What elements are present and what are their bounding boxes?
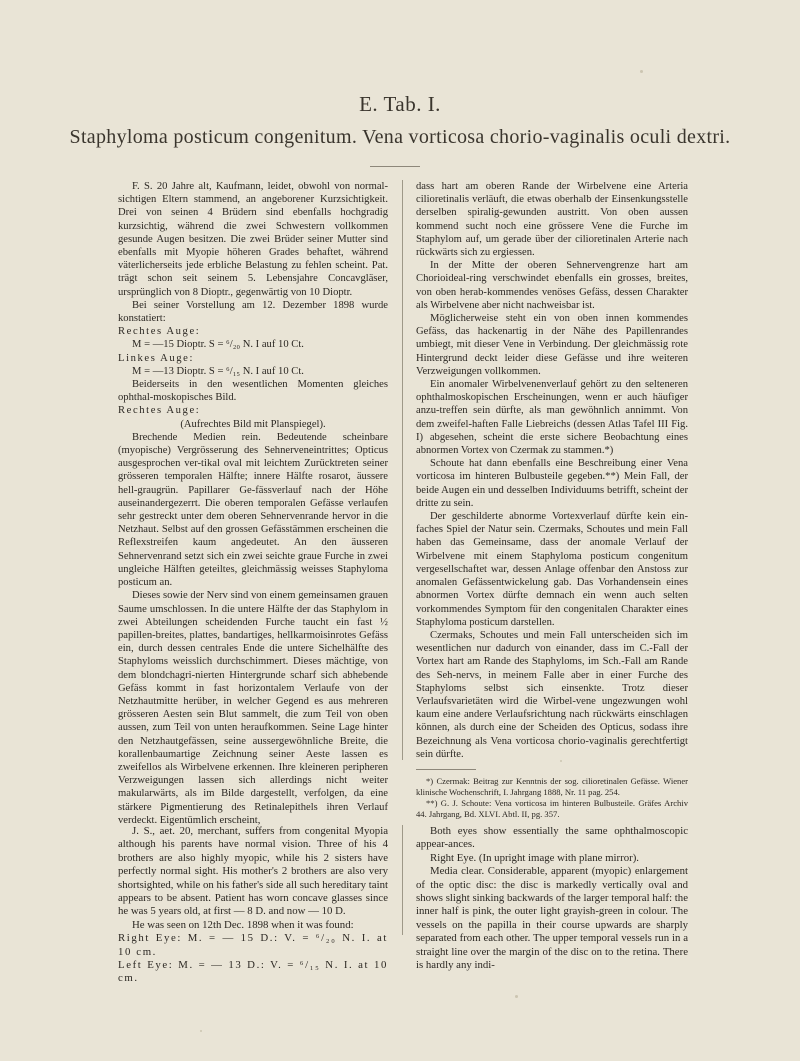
paragraph: (Aufrechtes Bild mit Planspiegel). [180,418,326,430]
column-divider [402,180,403,760]
paragraph: Media clear. Considerable, apparent (myopic) enlargement of the optic disc: the disc is markedly vertically oval and shows slight sinking backwards of the larger temporal half: the inner half is pink, the outer light grayish-green in colour. The vessels on the papilla in their course upwards are sharply separated from each other. The upper temporal vessels run in a straight line over the margin of the disc on to the retina. There is hardly any indi- [416,865,688,972]
paragraph: F. S. 20 Jahre alt, Kaufmann, leidet, obwohl von normal-sichtigen Eltern stammend, an angeborener Kurzsichtigkeit. Drei von seinen 4 Brüdern sind ebenfalls hochgradig kurzsichtig, während die zwei Schwestern vollkommen gesunde Augen besitzen. Die zwei Brüder seiner Mutter sind ebenfalls mit Myopie höheren Grades behaftet, während väterlicherseits jede erbliche Belastung zu fehlen scheint. Pat. trägt schon seit seinem 5. Lebensjahre Concavgläser, ursprünglich von 8 Dioptr., gegenwärtig von 10 Dioptr. [118,181,388,298]
paragraph: Right Eye: M. = — 15 D.: V. = ⁶/₂₀ N. I. at 10 cm. [118,932,388,958]
german-right-paragraphs [416,180,688,761]
paragraph: Both eyes show essentially the same ophthalmoscopic appear-ances. [416,825,688,851]
paragraph: Rechtes Auge: [118,405,201,417]
foxing-spot [640,70,643,73]
footnote-1: *) Czermak: Beitrag zur Kenntnis der sog. cilioretinalen Gefässe. Wiener klinische Wochenschrift, I. Jahrgang 1888, Nr. 11 pag. 254. [416,775,688,797]
title-rule [370,166,420,167]
paragraph: Czermaks, Schoutes und mein Fall unterscheiden sich im wesentlichen nur dadurch von einander, dass im C.-Fall der Vortex hart am Rande des Staphyloms, im Sch.-Fall am Rande des Seh-nervs, in meinem Falle aber in einer Furche des Staphyloms selbst sich einsenkte. Trotz dieser Verlaufsvarietäten wird die Wirbel-vene ungezwungen wohl kaum eine andere Verlaufsrichtung nach rückwärts einschlagen können, als durch eine der Scheiden des Opticus, sodass ihre Bezeichnung als Vena vorticosa chorio-vaginalis gerechtfertigt sein dürfte. [416,629,688,760]
paragraph: Dieses sowie der Nerv sind von einem gemeinsamen grauen Saume umschlossen. In die untere Hälfte der das Staphylom in zwei Abteilungen scheidenden Furche taucht ein fast ½ papillen-breites, plattes, bandartiges, hellkarmoisinrotes Gefäss ein, durch dessen centrales Ende die untere Sichelhälfte des Staphyloms weisslich durchschimmert. Dieses mächtige, von dem blondchagri-nierten Hintergrunde scharf sich abhebende Gefäss kommt in fast horizontalem Verlaufe von der Netzhautmitte herüber, in welcher Gegend es aus mehreren grösseren Aesten sein Blut sammelt, die zum Teil von oben aussen, zum Teil von unten heraufkommen. Seine Lage hinter den Netzhautgefässen, seine aussergewöhnliche Breite, die korallenbaumartige Zeichnung seiner Aeste lassen es zweifellos als Wirbelvene erkennen. Ihre kleineren peripheren Verzweigungen lassen sich allerdings nicht weiter makularwärts, als im Bilde dargestellt, verfolgen, da eine stärkere Pigmentierung des Retinalepithels ihren Verlauf verdeckt. Eigentümlich erscheint, [118,590,388,826]
footnote-rule [416,769,476,770]
paragraph: Brechende Medien rein. Bedeutende scheinbare (myopische) Vergrösserung des Sehnerveneintrittes; Opticus ausgesprochen ver-tikal oval mit leichtem Zurücktreten seiner grösseren temporalen Hälfte; innere Hälfte rosarot, äussere hell-graugrün. Papillarer Ge-fässverlauf nach der Höhe auseinandergezerrt. Die oberen temporalen Gefässe verlaufen sehr gestreckt unter dem oberen Sehnervenrande hervor in die Netzhaut. Selbst auf den grossen Gefässtämmen erscheinen die Reflexstreifen kaum angedeutet. An den äusseren Sehnervenrand setzt sich ein zwei seichte graue Furche in zwei ungleiche Hälften geteiltes, gleichmässig weisses Staphyloma posticum an. [118,431,388,589]
paragraph: Schoute hat dann ebenfalls eine Beschreibung einer Vena vorticosa im hinteren Bulbusteile gegeben.**) Mein Fall, der beide Augen ein und desselben Individuums betrifft, scheint der dritte zu sein. [416,458,688,509]
paragraph: M = —15 Dioptr. S = ⁶/₂₀ N. I auf 10 Ct. [132,339,304,351]
paragraph: Linkes Auge: [118,352,194,364]
english-column-left [118,825,388,986]
foxing-spot [560,760,562,762]
paragraph: Left Eye: M. = — 13 D.: V. = ⁶/₁₅ N. I. at 10 cm. [118,959,388,985]
column-divider-lower [402,825,403,935]
paragraph: dass hart am oberen Rande der Wirbelvene eine Arteria cilioretinalis verläuft, die etwas oberhalb der Einsenkungsstelle derselben spiralig-gewunden austritt. Von oben aussen kommend sucht noch eine grössere Vene die Furche im Staphylom auf, um gerade über der cilioretinalen Arterie nach rückwärts sich zu ergiessen. [416,181,688,259]
paragraph: Bei seiner Vorstellung am 12. Dezember 1898 wurde konstatiert: [118,299,388,325]
paragraph: He was seen on 12th Dec. 1898 when it was found: [132,918,354,931]
page-title: Staphyloma posticum congenitum. Vena vorticosa chorio-vaginalis oculi dextri. [69,126,731,148]
english-column-right [416,825,688,972]
paragraph: Rechtes Auge: [118,326,201,338]
german-column-right [416,180,688,820]
foxing-spot [515,995,518,998]
paragraph: Right Eye. (In upright image with plane mirror). [430,851,639,864]
foxing-spot [200,1030,202,1032]
paragraph: M = —13 Dioptr. S = ⁶/₁₅ N. I auf 10 Ct. [132,365,304,377]
plate-number: E. Tab. I. [359,92,441,116]
german-column-left [118,180,388,827]
paragraph: In der Mitte der oberen Sehnervengrenze hart am Chorioideal-ring verschwindet ebenfalls ein grosses, breites, von oben herab-kommendes venöses Gefäss, dessen Charakter als Wirbelvene aber nicht nachweisbar ist. [416,260,688,311]
paragraph: Ein anomaler Wirbelvenenverlauf gehört zu den selteneren ophthalmoskopischen Erscheinungen, wenn er auch häufiger anzu-treffen sein dürfte, als man gewöhnlich annimmt. Von dem zweifel-haften Falle Liebreichs (dessen Atlas Tafel III Fig. I) abgesehen, scheint die erste sichere Beobachtung eines abnormen Vortex von Czermak zu stammen.*) [416,379,688,457]
paragraph: Der geschilderte abnorme Vortexverlauf dürfte kein ein-faches Spiel der Natur sein. Czermaks, Schoutes und mein Fall haben das Gemeinsame, dass der anomale Verlauf der Wirbelvene mit einem Staphyloma posticum congenitum vergesellschaftet war, dessen Anlage offenbar den Anstoss zur anomalen Gefässentwickelung gab. Das Vorhandensein eines abnormen Vortex dürfte demnach ein wenn auch selten vorkommendes Symptom für den congenitalen Charakter eines Staphyloma posticum darstellen. [416,511,688,628]
footnote-2: **) G. J. Schoute: Vena vorticosa im hinteren Bulbusteile. Gräfes Archiv 44. Jahrgang, Bd. XLVI. Abtl. II, pg. 357. [416,797,688,819]
paragraph: J. S., aet. 20, merchant, suffers from congenital Myopia although his parents have normal vision. Three of his 4 brothers are also highly myopic, while his 2 sisters have perfectly normal sight. His mother's 2 brothers are also very shortsighted, while on his father's side all such hereditary taint appears to be absent. Patient has worn concave glasses since he was 5 years old, at first — 8 D. and now — 10 D. [118,825,388,918]
paragraph: Möglicherweise steht ein von oben innen kommendes Gefäss, das hackenartig in der Nähe des Papillenrandes umbiegt, mit dieser Vene in Verbindung. Der gleichmässig rote Hintergrund deckt leider diese Gefässe und ihre weiteren Verzweigungen vollkommen. [416,313,688,377]
paragraph: Beiderseits in den wesentlichen Momenten gleiches ophthal-moskopisches Bild. [118,379,388,404]
